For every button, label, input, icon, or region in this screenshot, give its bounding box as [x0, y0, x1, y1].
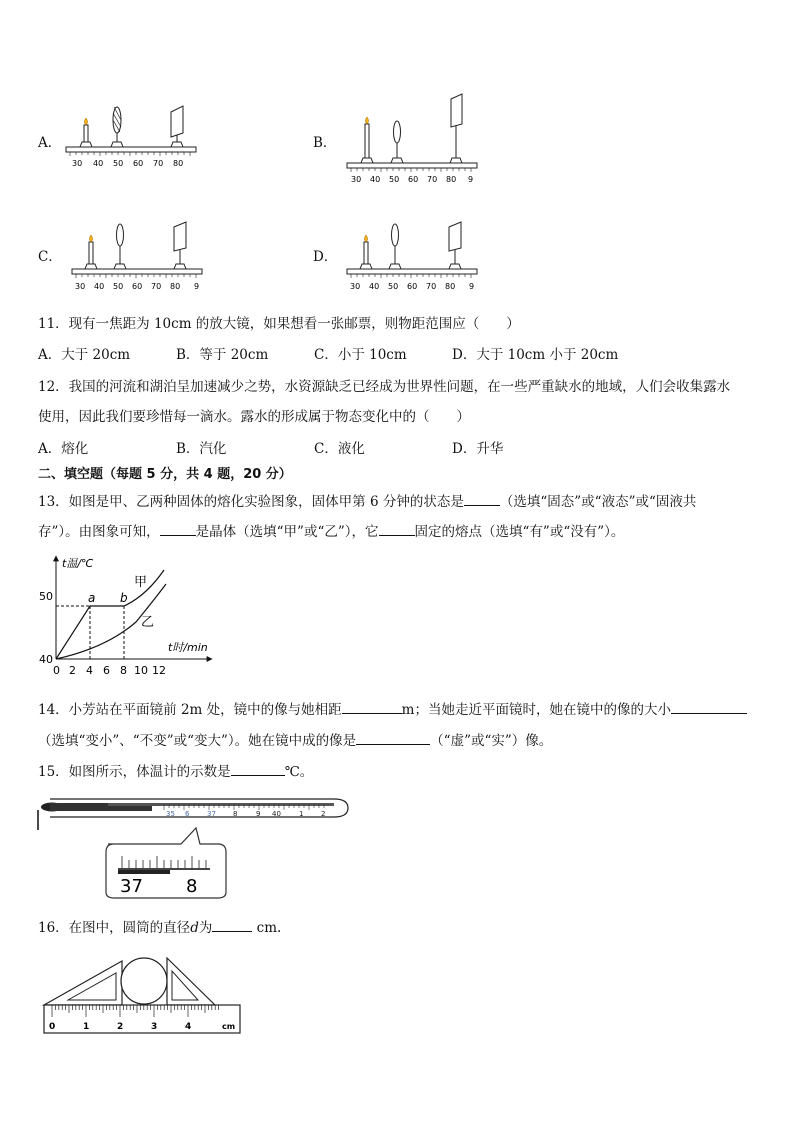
- flame-icon: [90, 235, 93, 242]
- q13-text: 是晶体（选填“甲”或“乙”），它: [195, 524, 379, 540]
- ruler-label: 3: [151, 1022, 158, 1032]
- ruler-label: 1: [83, 1022, 90, 1032]
- q15-text: ℃。: [284, 764, 314, 780]
- answer-blank[interactable]: [356, 730, 430, 745]
- q13-line1: [38, 490, 696, 510]
- answer-blank[interactable]: [231, 761, 285, 776]
- tick-label: 80: [170, 282, 181, 291]
- q12-option-c: C．液化: [314, 441, 365, 457]
- q14-text: （选填“变小”、“不变”或“变大”）。她在镜中成的像是: [38, 733, 357, 749]
- q10-option-b-figure: [345, 90, 480, 190]
- q13-melting-graph: [36, 548, 226, 678]
- q13-line2: [38, 520, 624, 540]
- q11-option-d: D．大于 10cm 小于 20cm: [452, 347, 619, 363]
- tick-label: 60: [407, 282, 418, 291]
- q14-line1: [38, 698, 747, 718]
- q10-option-d-label: D．: [313, 249, 338, 265]
- q10-option-c-label: C．: [38, 249, 62, 265]
- q13-text: 存”）。由图象可知，: [38, 524, 160, 540]
- q12-option-d: D．升华: [452, 441, 504, 457]
- holder: [80, 142, 92, 147]
- tick-label: 30: [350, 282, 361, 291]
- flame-icon: [365, 235, 368, 242]
- point-b-label: b: [120, 591, 128, 605]
- q14-text: 14．小芳站在平面镜前 2m 处，镜中的像与她相距: [38, 702, 342, 718]
- tick-label: 30: [72, 159, 83, 168]
- tick-label: 9: [468, 175, 474, 184]
- answer-blank[interactable]: [160, 521, 196, 536]
- q14-line2: [38, 729, 552, 749]
- x-tick-label: 6: [103, 664, 110, 677]
- curve-jia-label: 甲: [134, 575, 148, 590]
- ruler: [44, 1005, 240, 1033]
- y-tick-label: 50: [39, 590, 53, 603]
- answer-blank[interactable]: [212, 917, 252, 932]
- q10-option-c-figure: [70, 218, 205, 294]
- tick-label: 60: [408, 175, 419, 184]
- scale-label: 37: [207, 810, 216, 818]
- tick-label: 70: [427, 175, 438, 184]
- cylinder-cross-section: [121, 958, 167, 1004]
- scale-label: 8: [233, 810, 238, 818]
- q12-question-line2: 使用，因此我们要珍惜每一滴水。露水的形成属于物态变化中的（ ）: [38, 409, 470, 425]
- q15-thermometer-figure: [36, 792, 356, 900]
- answer-blank[interactable]: [671, 699, 747, 714]
- screen: [171, 106, 183, 137]
- scale-label: 1: [299, 810, 304, 818]
- tick-label: 70: [151, 282, 162, 291]
- answer-blank[interactable]: [464, 491, 500, 506]
- scale-label: 40: [272, 810, 281, 818]
- tick-label: 80: [446, 175, 457, 184]
- answer-blank[interactable]: [342, 699, 402, 714]
- answer-blank[interactable]: [379, 521, 415, 536]
- tick-label: 60: [132, 282, 143, 291]
- point-a-label: a: [88, 591, 96, 605]
- screen: [451, 94, 462, 127]
- tick-label: 30: [351, 175, 362, 184]
- q10-option-b-label: B．: [313, 135, 337, 151]
- flame-icon: [366, 117, 369, 124]
- tick-label: 9: [194, 282, 200, 291]
- ruler-label: 2: [117, 1022, 124, 1032]
- x-tick-label: 8: [120, 664, 127, 677]
- tick-label: 70: [426, 282, 437, 291]
- q16-line: [38, 916, 281, 936]
- curve-yi-label: 乙: [141, 615, 155, 630]
- ruler-label: 4: [185, 1022, 192, 1032]
- q10-option-a-label: A．: [38, 135, 62, 151]
- ruler-unit: cm: [222, 1022, 236, 1031]
- x-tick-label: 12: [152, 664, 166, 677]
- q11-option-b: B．等于 20cm: [176, 347, 269, 363]
- x-axis-label: t时/min: [168, 641, 208, 654]
- y-axis-label: t温/℃: [62, 557, 94, 570]
- optical-bench: [72, 269, 202, 274]
- q12-option-a: A．熔化: [38, 441, 89, 457]
- tick-label: 9: [469, 282, 475, 291]
- candle: [84, 125, 88, 142]
- tick-label: 80: [445, 282, 456, 291]
- tick-label: 40: [370, 175, 381, 184]
- q16-text: 为: [198, 920, 213, 936]
- q15-line: [38, 760, 313, 780]
- scale-label: 9: [256, 810, 261, 818]
- q14-text: m；当她走近平面镜时，她在镜中的像的大小: [401, 702, 671, 718]
- tick-label: 80: [173, 159, 184, 168]
- q10-option-a-figure: [62, 103, 202, 175]
- tick-label: 30: [75, 282, 86, 291]
- flame-icon: [85, 118, 88, 125]
- screen: [174, 222, 186, 251]
- zoom-label: 37: [120, 876, 143, 897]
- q11-option-c: C．小于 10cm: [314, 347, 407, 363]
- q10-option-d-figure: [345, 218, 480, 294]
- y-tick-label: 40: [39, 653, 53, 666]
- tick-label: 40: [369, 282, 380, 291]
- q16-text: 16．在图中，圆筒的直径: [38, 920, 191, 936]
- tick-label: 70: [153, 159, 164, 168]
- right-triangle: [167, 958, 215, 1005]
- tick-label: 50: [113, 282, 124, 291]
- tick-label: 60: [133, 159, 144, 168]
- q16-ruler-figure: [40, 955, 245, 1037]
- tick-label: 40: [94, 282, 105, 291]
- screen: [449, 222, 461, 251]
- q13-text: 固定的熔点（选填“有”或“没有”）。: [414, 524, 625, 540]
- q11-option-a: A．大于 20cm: [38, 347, 131, 363]
- optical-bench: [347, 163, 477, 168]
- left-triangle: [44, 961, 122, 1005]
- tick-label: 40: [93, 159, 104, 168]
- q13-text: （选填“固态”或“液态”或“固液共: [499, 494, 697, 510]
- x-tick-label: 10: [134, 664, 148, 677]
- q12-option-b: B．汽化: [176, 441, 227, 457]
- x-tick-label: 0: [53, 664, 60, 677]
- section-title: 二、填空题（每题 5 分，共 4 题，20 分）: [38, 467, 292, 482]
- tick-label: 50: [388, 282, 399, 291]
- zoom-label: 8: [186, 876, 198, 897]
- optical-bench: [66, 147, 196, 152]
- tick-label: 50: [113, 159, 124, 168]
- q15-text: 15．如图所示，体温计的示数是: [38, 764, 231, 780]
- q16-text: cm.: [252, 920, 282, 936]
- tick-label: 50: [389, 175, 400, 184]
- x-tick-label: 4: [86, 664, 93, 677]
- q13-text: 13．如图是甲、乙两种固体的熔化实验图象，固体甲第 6 分钟的状态是: [38, 494, 464, 510]
- scale-label: 6: [185, 810, 190, 818]
- optical-bench: [347, 269, 477, 274]
- q16-variable: d: [190, 920, 199, 936]
- q11-question: 11．现有一焦距为 10cm 的放大镜，如果想看一张邮票，则物距范围应（ ）: [38, 316, 520, 332]
- scale-label: 35: [166, 810, 175, 818]
- x-tick-label: 2: [69, 664, 76, 677]
- scale-label: 2: [321, 810, 326, 818]
- lens: [394, 121, 401, 143]
- q14-text: （“虚”或“实”）像。: [430, 733, 553, 749]
- lens: [117, 224, 124, 246]
- ruler-label: 0: [49, 1022, 56, 1032]
- q12-question-line1: 12．我国的河流和湖泊呈加速减少之势，水资源缺乏已经成为世界性问题，在一些严重缺水的地域，人们会收集露水: [38, 379, 731, 395]
- lens: [392, 224, 399, 246]
